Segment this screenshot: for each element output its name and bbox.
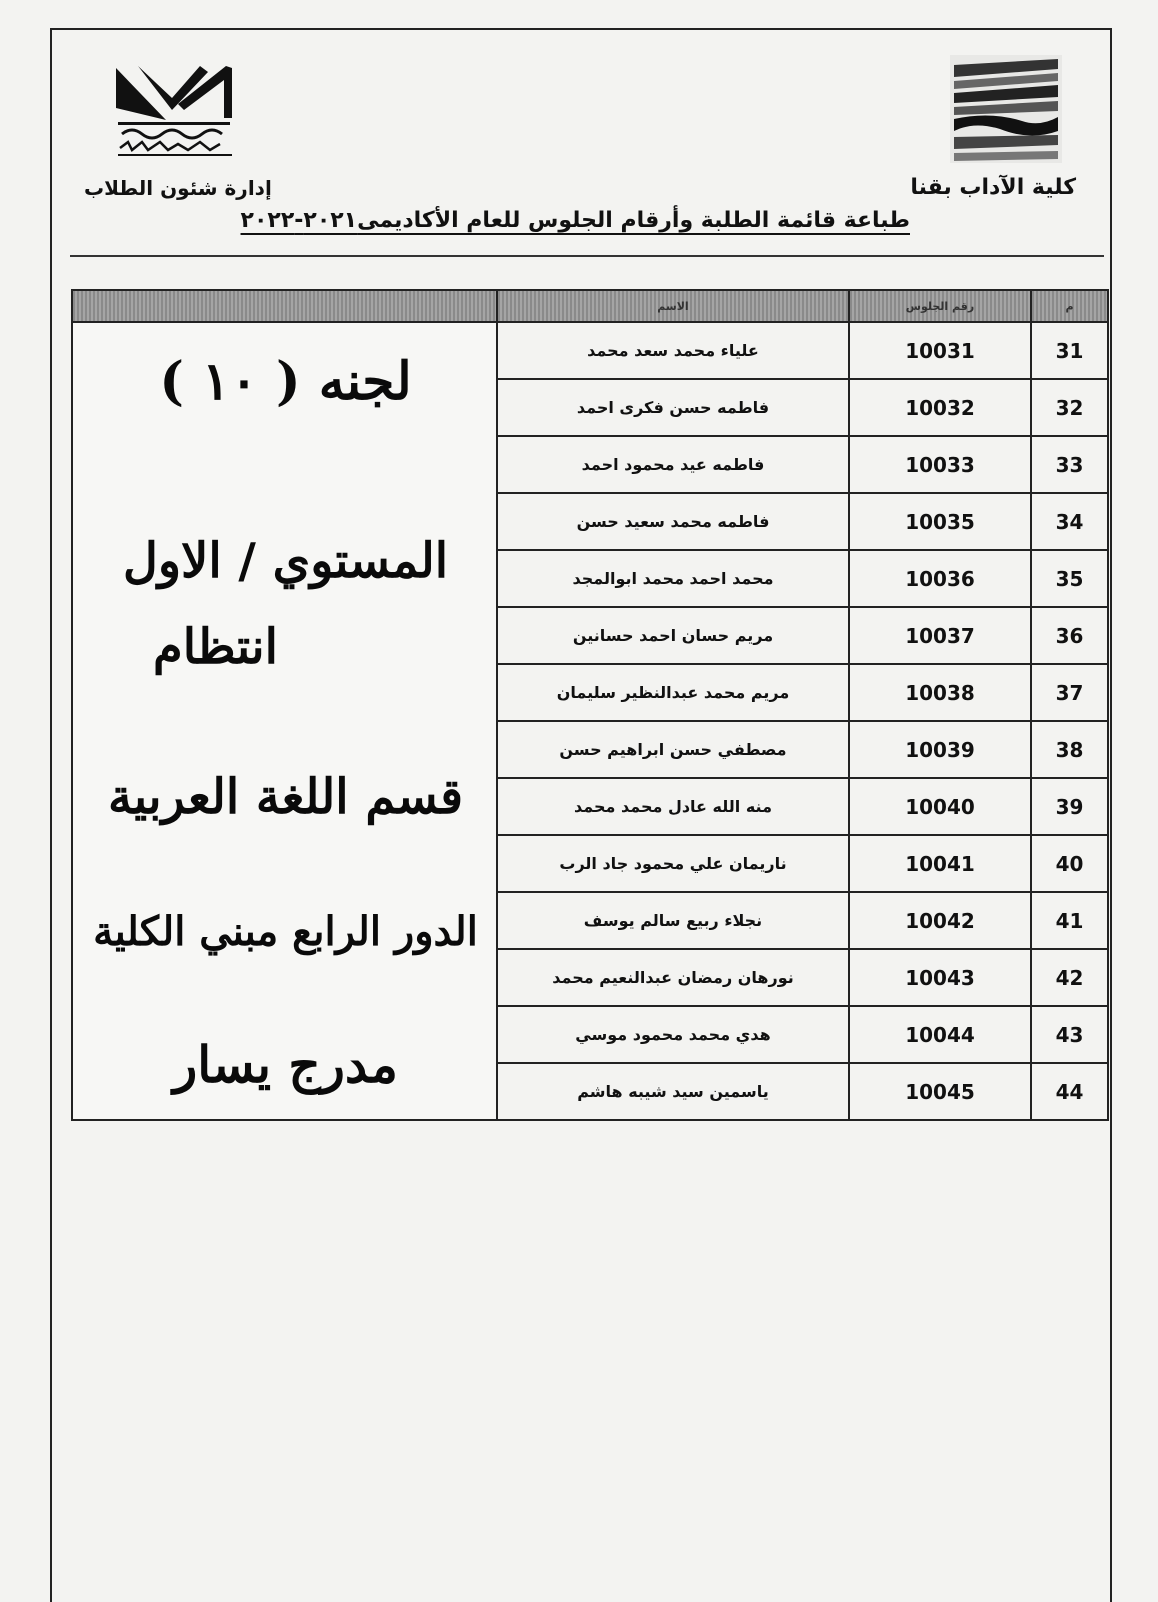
seat-number: 10033: [849, 436, 1031, 493]
seat-number: 10042: [849, 892, 1031, 949]
header-blank: [72, 290, 497, 322]
seat-number: 10036: [849, 550, 1031, 607]
student-name: ناريمان علي محمود جاد الرب: [497, 835, 849, 892]
hall-location: مدرج يسار: [173, 1035, 398, 1094]
committee-number: لجنه ( ١٠ ): [159, 351, 412, 412]
row-index: 32: [1031, 379, 1108, 436]
level-label: المستوي / الاول: [122, 533, 449, 589]
floor-location: الدور الرابع مبني الكلية: [93, 908, 478, 955]
department-label: قسم اللغة العربية: [107, 769, 464, 825]
header-name: الاسم: [497, 290, 849, 322]
committee-info-cell: [72, 322, 497, 1120]
seat-number: 10035: [849, 493, 1031, 550]
student-name: نجلاء ربيع سالم يوسف: [497, 892, 849, 949]
seat-number: 10040: [849, 778, 1031, 835]
seat-number: 10039: [849, 721, 1031, 778]
seat-number: 10045: [849, 1063, 1031, 1120]
header-seat-number: رقم الجلوس: [849, 290, 1031, 322]
seat-number: 10044: [849, 1006, 1031, 1063]
row-index: 33: [1031, 436, 1108, 493]
row-index: 35: [1031, 550, 1108, 607]
student-name: نورهان رمضان عبدالنعيم محمد: [497, 949, 849, 1006]
student-affairs-office: إدارة شئون الطلاب: [84, 176, 272, 200]
row-index: 43: [1031, 1006, 1108, 1063]
student-name: علياء محمد سعد محمد: [497, 322, 849, 379]
faculty-logo: [108, 58, 238, 166]
student-name: منه الله عادل محمد محمد: [497, 778, 849, 835]
student-name: فاطمه محمد سعيد حسن: [497, 493, 849, 550]
row-index: 36: [1031, 607, 1108, 664]
seat-number: 10041: [849, 835, 1031, 892]
seat-number: 10043: [849, 949, 1031, 1006]
seat-number: 10031: [849, 322, 1031, 379]
header-index: م: [1031, 290, 1108, 322]
header-divider: [70, 255, 1104, 257]
table-row: [72, 322, 1108, 379]
row-index: 42: [1031, 949, 1108, 1006]
student-name: محمد احمد محمد ابوالمجد: [497, 550, 849, 607]
row-index: 39: [1031, 778, 1108, 835]
document-title: طباعة قائمة الطلبة وأرقام الجلوس للعام الأكاديمى٢٠٢١-٢٠٢٢: [240, 208, 910, 233]
student-name: هدي محمد محمود موسي: [497, 1006, 849, 1063]
student-name: مريم محمد عبدالنظير سليمان: [497, 664, 849, 721]
university-logo: [950, 55, 1062, 163]
seat-number: 10032: [849, 379, 1031, 436]
table-header-row: [72, 290, 1108, 322]
row-index: 38: [1031, 721, 1108, 778]
student-name: ياسمين سيد شيبه هاشم: [497, 1063, 849, 1120]
row-index: 40: [1031, 835, 1108, 892]
row-index: 34: [1031, 493, 1108, 550]
college-name: كلية الآداب بقنا: [910, 175, 1076, 200]
student-name: مريم حسان احمد حسانين: [497, 607, 849, 664]
enrollment-type: انتظام: [153, 619, 278, 675]
row-index: 31: [1031, 322, 1108, 379]
student-roster-table: [71, 289, 1109, 1121]
seat-number: 10038: [849, 664, 1031, 721]
student-name: مصطفي حسن ابراهيم حسن: [497, 721, 849, 778]
student-name: فاطمه عيد محمود احمد: [497, 436, 849, 493]
seat-number: 10037: [849, 607, 1031, 664]
row-index: 41: [1031, 892, 1108, 949]
row-index: 44: [1031, 1063, 1108, 1120]
student-name: فاطمه حسن فكرى احمد: [497, 379, 849, 436]
row-index: 37: [1031, 664, 1108, 721]
